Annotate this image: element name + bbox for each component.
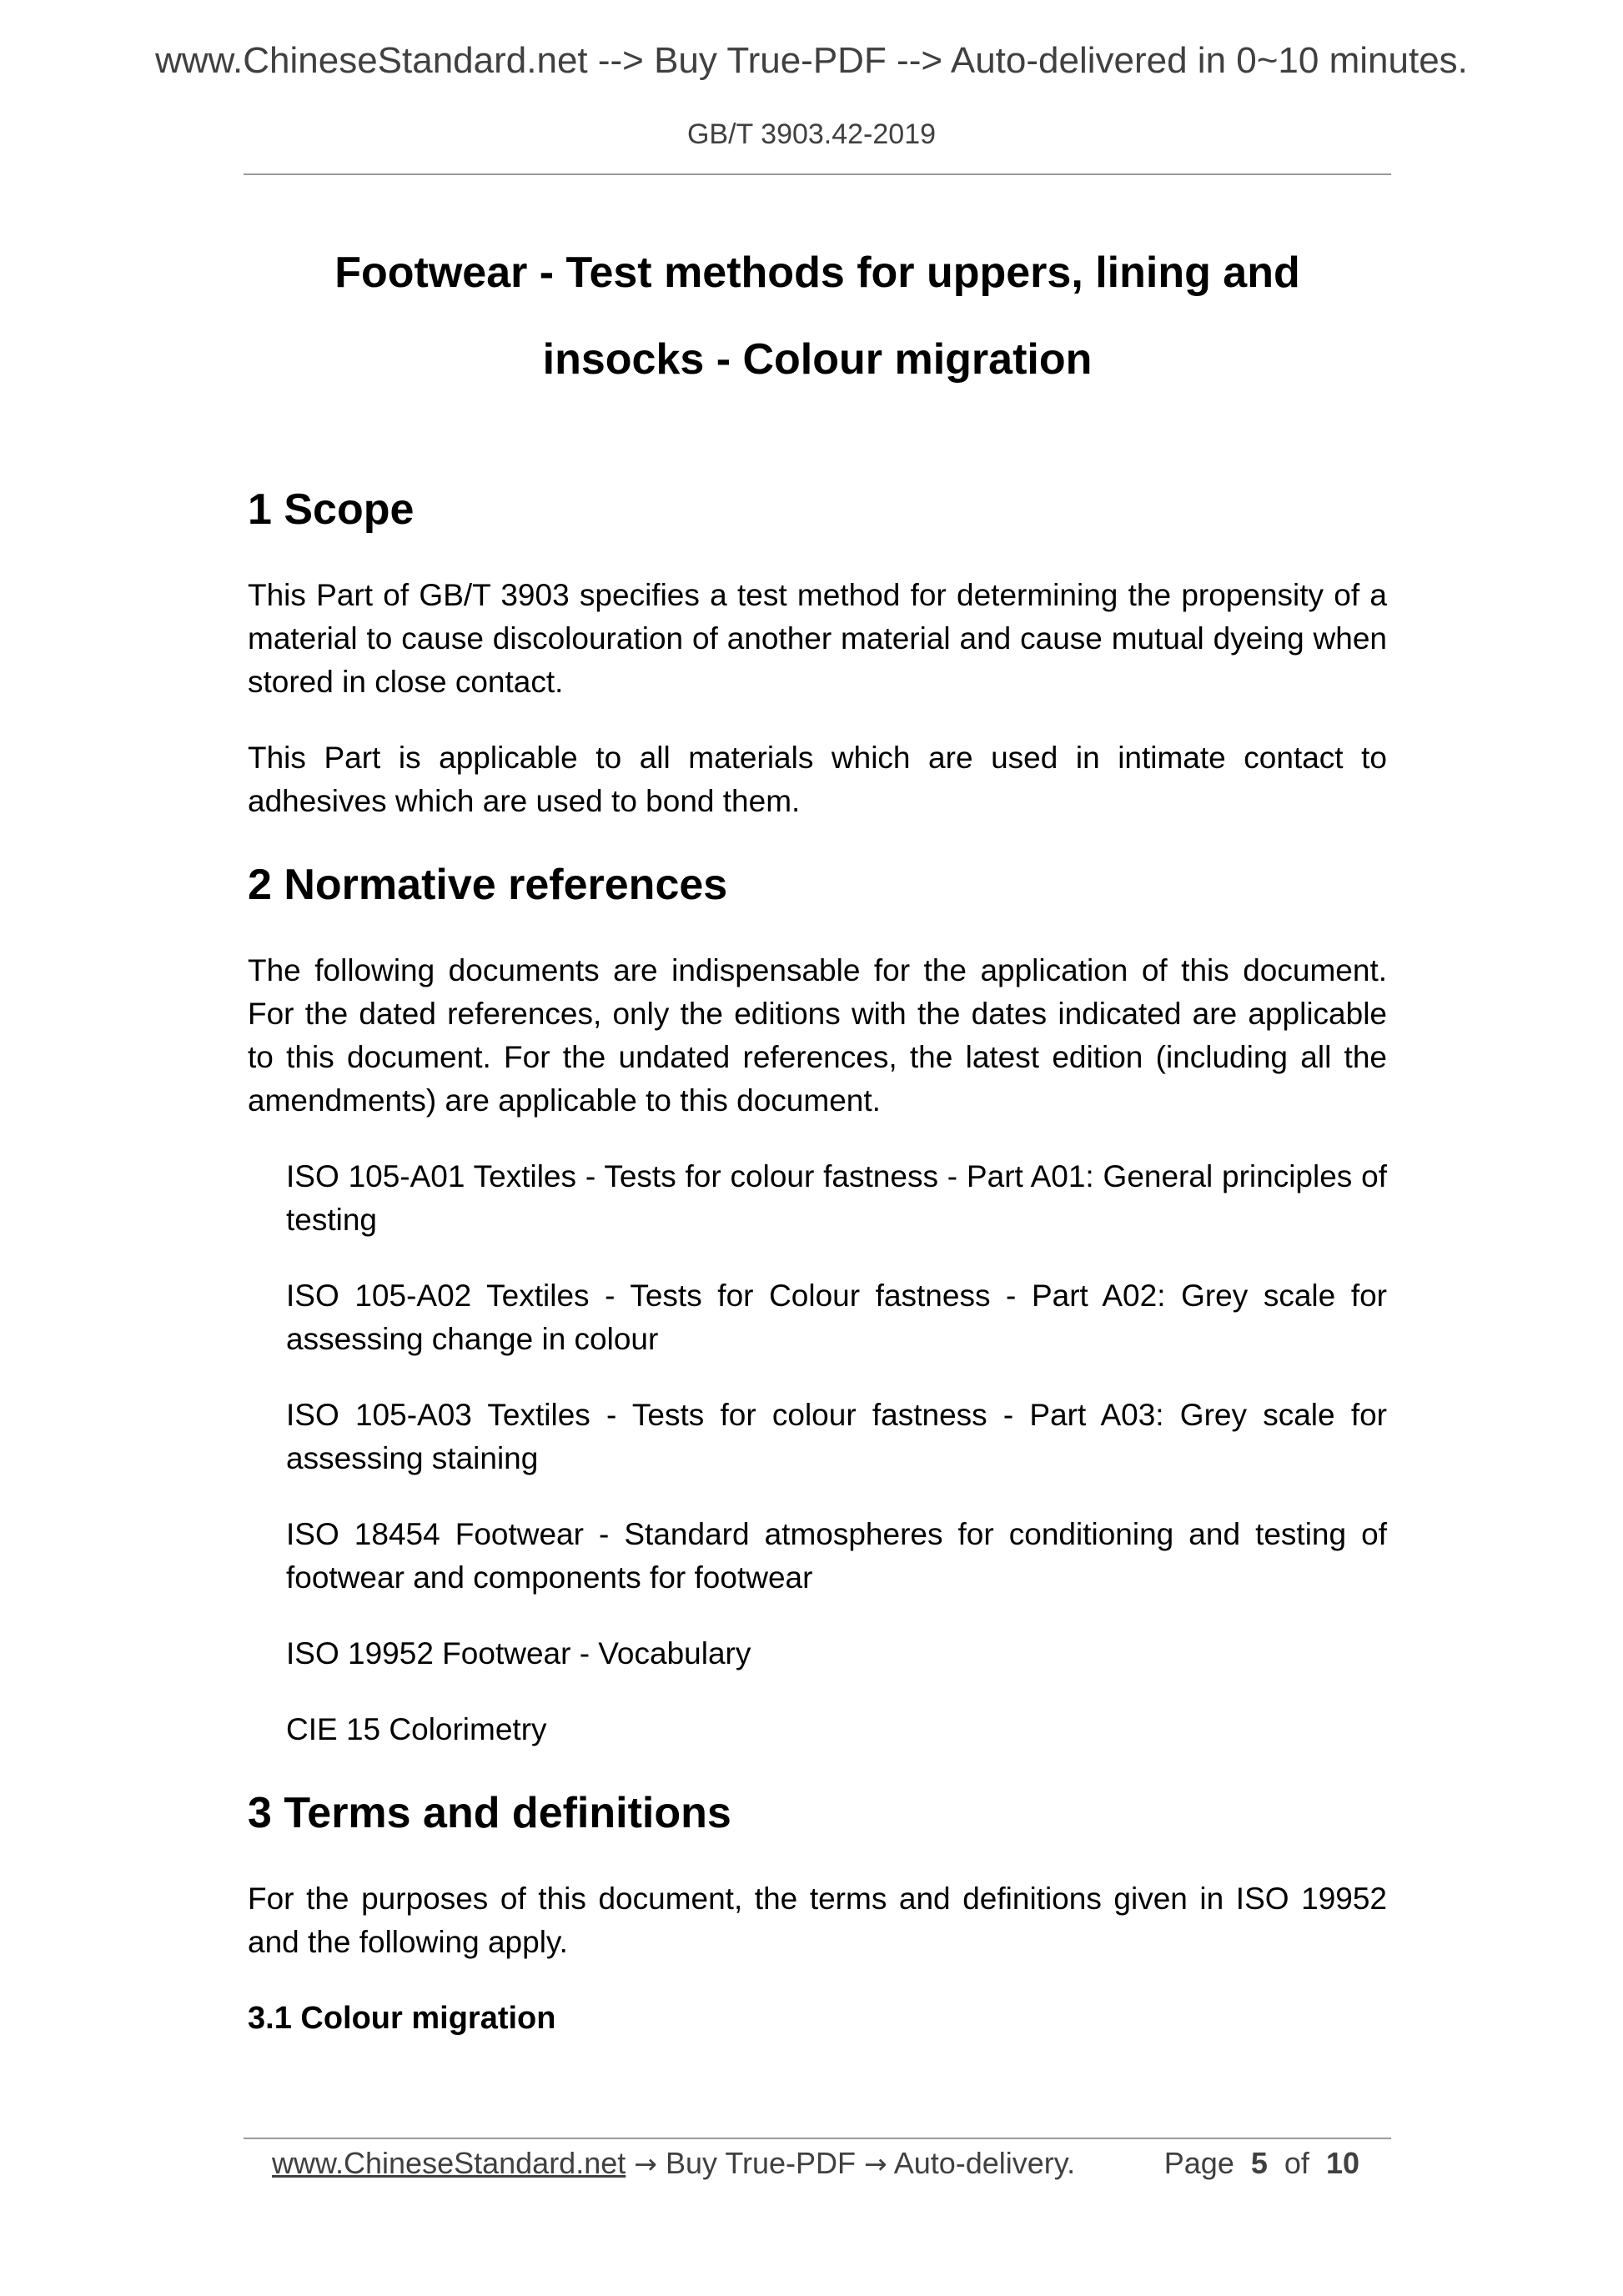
section-heading-terms-and-definitions: 3 Terms and definitions: [248, 1789, 731, 1837]
terms-intro: For the purposes of this document, the terms and definitions given in ISO 19952 and the following apply.: [248, 1882, 1387, 1959]
footer-divider: [244, 2138, 1391, 2139]
page-footer: [272, 2142, 1359, 2186]
section-scope: [248, 480, 1387, 823]
normative-references-intro: The following documents are indispensable for the application of this document. For the dated references, only the editions with the dates indicated are applicable to this document. For the undated references, the latest edition (including all the amendments) are applicable to this document.: [248, 953, 1387, 1118]
header-divider: [244, 173, 1391, 175]
document-title-line-2: insocks - Colour migration: [542, 335, 1093, 384]
auto-delivery-text: Auto-delivery.: [893, 2146, 1076, 2180]
subsection-heading-colour-migration: 3.1 Colour migration: [248, 2001, 556, 2036]
reference-item: ISO 18454 Footwear - Standard atmospheres for conditioning and testing of footwear and components for footwear: [286, 1517, 1387, 1595]
page-total: 10: [1325, 2146, 1359, 2180]
reference-list: [248, 1155, 1387, 1751]
website-link[interactable]: www.ChineseStandard.net: [272, 2146, 626, 2180]
page-indicator: [1164, 2142, 1359, 2185]
scope-paragraph-1: This Part of GB/T 3903 specifies a test method for determining the propensity of a material to cause discolouration of another material and cause mutual dyeing when stored in close contact.: [248, 578, 1387, 699]
page-current: 5: [1250, 2146, 1268, 2180]
document-title: [244, 229, 1391, 403]
section-heading-normative-references: 2 Normative references: [248, 861, 728, 909]
section-terms-and-definitions: [248, 1784, 1387, 2040]
buy-true-pdf-text: Buy True-PDF: [665, 2146, 856, 2180]
reference-item: CIE 15 Colorimetry: [286, 1712, 547, 1746]
reference-item: ISO 105-A03 Textiles - Tests for colour fastness - Part A03: Grey scale for assessing staining: [286, 1398, 1387, 1475]
of-label: of: [1284, 2146, 1309, 2180]
reference-item: ISO 105-A02 Textiles - Tests for Colour fastness - Part A02: Grey scale for assessing change in colour: [286, 1279, 1387, 1356]
right-arrow-icon: →: [864, 2148, 887, 2180]
standard-number: GB/T 3903.42-2019: [686, 118, 937, 150]
right-arrow-icon: →: [634, 2148, 657, 2180]
top-banner: www.ChineseStandard.net --> Buy True-PDF --> Auto-delivered in 0~10 minutes.: [155, 40, 1468, 81]
document-title-line-1: Footwear - Test methods for uppers, lining and: [334, 249, 1300, 297]
section-heading-scope: 1 Scope: [248, 485, 415, 534]
scope-paragraph-2: This Part is applicable to all materials which are used in intimate contact to adhesives which are used to bond them.: [248, 741, 1387, 818]
document-body: [248, 464, 1387, 2040]
reference-item: ISO 19952 Footwear - Vocabulary: [286, 1636, 751, 1671]
page-label: Page: [1163, 2146, 1234, 2180]
section-normative-references: [248, 856, 1387, 1751]
reference-item: ISO 105-A01 Textiles - Tests for colour fastness - Part A01: General principles of testing: [286, 1159, 1387, 1237]
